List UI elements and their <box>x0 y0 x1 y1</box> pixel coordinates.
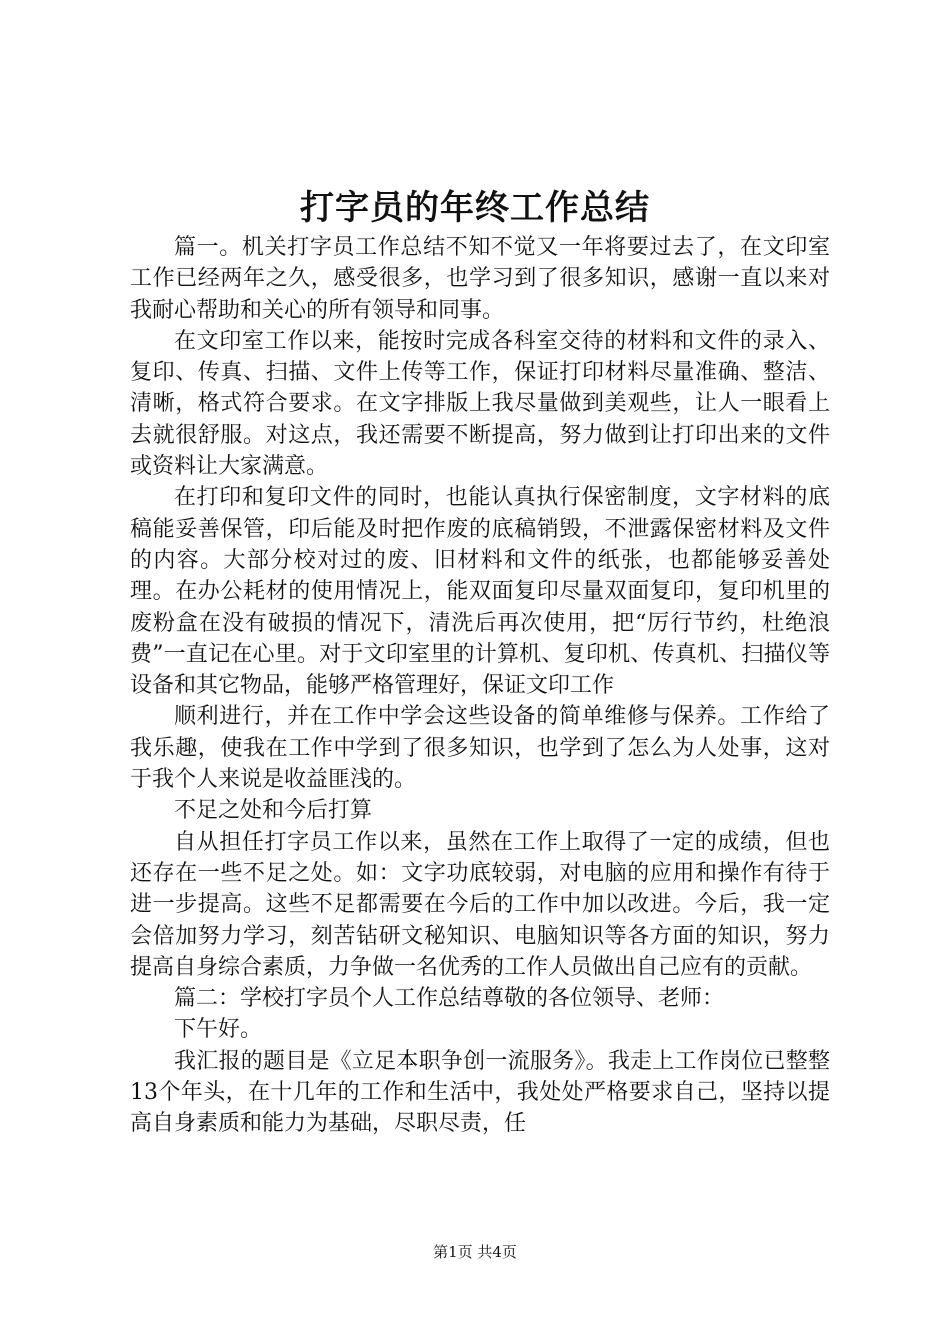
paragraph: 在打印和复印文件的同时，也能认真执行保密制度，文字材料的底稿能妥善保管，印后能及时把作废的底稿销毁，不泄露保密材料及文件的内容。大部分校对过的废、旧材料和文件的纸张，也都能够妥善处理。在办公耗材的使用情况上，能双面复印尽量双面复印，复印机里的废粉盒在没有破损的情况下，清洗后再次使用，把“厉行节约，杜绝浪费”一直记在心里。对于文印室里的计算机、复印机、传真机、扫描仪等设备和其它物品，能够严格管理好，保证文印工作 <box>130 485 830 699</box>
document-title: 打字员的年终工作总结 <box>300 188 650 228</box>
paragraph: 自从担任打字员工作以来，虽然在工作上取得了一定的成绩，但也还存在一些不足之处。如：文字功底较弱，对电脑的应用和操作有待于进一步提高。这些不足都需要在今后的工作中加以改进。今后，我一定会倍加努力学习，刻苦钻研文秘知识、电脑知识等各方面的知识，努力提高自身综合素质，力争做一名优秀的工作人员做出自己应有的贡献。 <box>130 829 830 980</box>
paragraph: 顺利进行，并在工作中学会这些设备的简单维修与保养。工作给了我乐趣，使我在工作中学到了很多知识，也学到了怎么为人处事，这对于我个人来说是收益匪浅的。 <box>130 704 830 793</box>
section-heading: 不足之处和今后打算 <box>174 798 373 824</box>
paragraph: 下午好。 <box>174 1017 263 1043</box>
paragraph: 篇一。机关打字员工作总结不知不觉又一年将要过去了，在文印室工作已经两年之久，感受很多，也学习到了很多知识，感谢一直以来对我耐心帮助和关心的所有领导和同事。 <box>130 235 830 323</box>
document-body <box>130 232 830 1140</box>
paragraph: 在文印室工作以来，能按时完成各科室交待的材料和文件的录入、复印、传真、扫描、文件上传等工作，保证打印材料尽量准确、整洁、清晰，格式符合要求。在文字排版上我尽量做到美观些，让人一眼看上去就很舒服。对这点，我还需要不断提高，努力做到让打印出来的文件或资料让大家满意。 <box>130 328 830 480</box>
paragraph: 我汇报的题目是《立足本职争创一流服务》。我走上工作岗位已整整13个年头，在十几年的工作和生活中，我处处严格要求自己，坚持以提高自身素质和能力为基础，尽职尽责，任 <box>130 1048 830 1137</box>
page-footer: 第1页 共4页 <box>433 1243 517 1261</box>
paragraph: 篇二：学校打字员个人工作总结尊敬的各位领导、老师： <box>174 986 725 1012</box>
